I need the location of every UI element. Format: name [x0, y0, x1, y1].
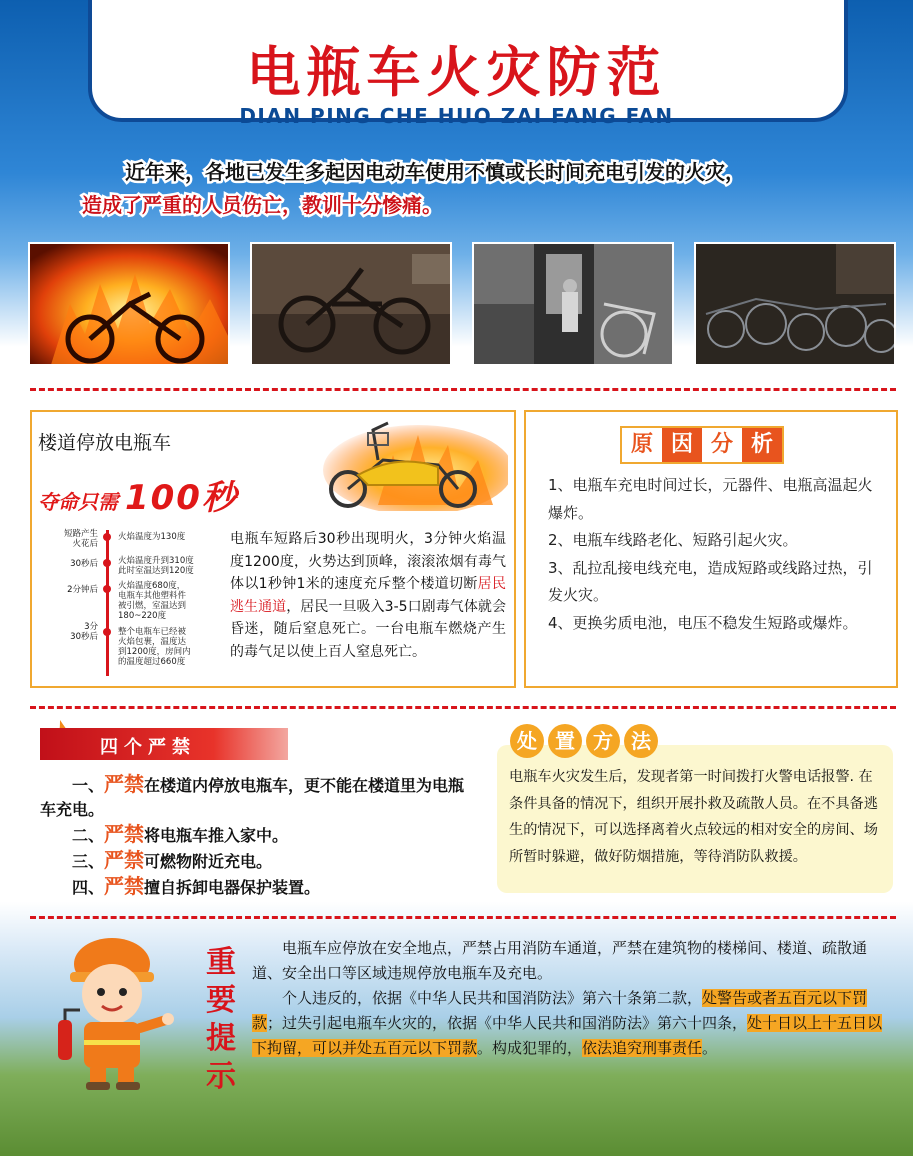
timeline-dot — [103, 559, 111, 567]
timeline-dot — [103, 585, 111, 593]
title-char: 法 — [624, 724, 658, 758]
photo-burnt-corridor — [472, 242, 674, 366]
ban-number: 三、 — [72, 852, 105, 871]
ban-item — [40, 848, 470, 874]
timeline-time: 3分 30秒后 — [70, 622, 98, 642]
timeline-time: 30秒后 — [70, 559, 98, 569]
firefighter-mascot — [40, 932, 180, 1092]
page-title: 电瓶车火灾防范 — [246, 41, 667, 104]
section-divider — [30, 916, 896, 919]
page-subtitle-pinyin: DIAN PING CHE HUO ZAI FANG FAN — [239, 104, 674, 128]
penalty-highlight: 处警告或者五百元以下罚款 — [252, 989, 868, 1032]
slogan-prefix: 夺命只需 — [38, 490, 118, 514]
escape-route-highlight: 居民逃生通道 — [230, 576, 506, 615]
timeline-time: 2分钟后 — [67, 585, 98, 595]
ban-text: 在楼道内停放电瓶车，更不能在楼道里为电瓶车充电。 — [40, 776, 465, 819]
timeline-line — [106, 530, 109, 676]
important-tip-title: 重要提示 — [206, 945, 236, 1094]
ebike-fire-illustration — [298, 415, 508, 511]
penalty-paragraph — [252, 986, 892, 1061]
penalty-text: 。构成犯罪的， — [477, 1039, 583, 1057]
cause-item: 3、乱拉乱接电线充电，造成短路或线路过热，引发火灾。 — [548, 558, 873, 604]
ban-number: 四、 — [72, 878, 105, 897]
cause-analysis-title — [620, 426, 784, 464]
ban-text: 将电瓶车推入家中。 — [144, 826, 289, 845]
description-text: ，居民一旦吸入3-5口剧毒气体就会昏迷，随后窒息死亡。一台电瓶车燃烧产生的毒气足以使上百人窒息死亡。 — [230, 598, 506, 660]
cause-item: 2、电瓶车线路老化、短路引起火灾。 — [548, 531, 798, 549]
description-text: 电瓶车短路后30秒出现明火，3分钟火焰温度1200度，火势达到顶峰，滚滚浓烟有毒气体以1秒钟1米的速度充斥整个楼道切断 — [230, 531, 506, 593]
four-bans-list — [40, 772, 470, 900]
penalty-text: 个人违反的，依据《中华人民共和国消防法》第六十条第二款， — [282, 989, 703, 1007]
ban-keyword: 严禁 — [104, 772, 145, 796]
four-bans-title: 四个严禁 — [100, 737, 196, 758]
title-char: 处 — [510, 724, 544, 758]
disposal-text: 电瓶车火灾发生后，发现者第一时间拨打火警电话报警. 在条件具备的情况下，组织开展扑救及疏散人员。在不具备逃生的情况下，可以选择离着火点较远的相对安全的房间、场所暂时躲避，做好防烟措施，等待消防队救援。 — [509, 769, 878, 865]
penalty-highlight: 处十日以上十五日以下拘留，可以并处五百元以下罚款 — [252, 1014, 883, 1057]
timeline-text: 火焰温度为130度 — [118, 532, 186, 542]
cause-list — [548, 472, 884, 637]
section-divider — [30, 706, 896, 709]
ban-text: 可燃物附近充电。 — [144, 852, 273, 871]
photo-burning-bike — [28, 242, 230, 366]
timeline-text: 整个电瓶车已经被 火焰包裹，温度达 到1200度，房间内 的温度超过660度 — [118, 627, 191, 667]
penalty-text: ；过失引起电瓶车火灾的，依据《中华人民共和国消防法》第六十四条， — [267, 1014, 748, 1032]
title-char: 方 — [586, 724, 620, 758]
slogan-number: 100秒 — [124, 478, 238, 518]
timeline-dot — [103, 628, 111, 636]
title-char: 原 — [622, 428, 662, 462]
timeline-text: 火焰温度680度， 电瓶车其他塑料件 被引燃，室温达到 180~220度 — [118, 581, 187, 621]
corridor-fire-description — [230, 528, 506, 664]
section-divider — [30, 388, 896, 391]
ban-number: 一、 — [72, 776, 105, 795]
cause-item: 1、电瓶车充电时间过长，元器件、电瓶高温起火爆炸。 — [548, 476, 873, 522]
intro-line-1: 近年来，各地已发生多起因电动车使用不慎或长时间充电引发的火灾， — [125, 160, 745, 184]
ban-item — [40, 822, 470, 848]
title-char: 置 — [548, 724, 582, 758]
penalty-text: 。 — [702, 1039, 718, 1057]
parking-rule-paragraph: 电瓶车应停放在安全地点，严禁占用消防车通道，严禁在建筑物的楼梯间、楼道、疏散通道、安全出口等区域违规停放电瓶车及充电。 — [252, 939, 868, 982]
timeline-text: 火焰温度升到310度 此时室温达到120度 — [118, 556, 194, 576]
timeline-dot — [103, 533, 111, 541]
ban-item — [40, 772, 470, 822]
cause-item: 4、更换劣质电池，电压不稳发生短路或爆炸。 — [548, 613, 858, 632]
penalty-highlight: 依法追究刑事责任 — [582, 1039, 703, 1057]
deadly-100-seconds-slogan — [38, 470, 238, 519]
disposal-title — [510, 724, 658, 758]
ban-keyword: 严禁 — [104, 848, 145, 872]
photo-burnt-bikes-pile — [694, 242, 896, 366]
photo-burnt-bike-frame — [250, 242, 452, 366]
ban-keyword: 严禁 — [104, 822, 145, 846]
corridor-parking-title: 楼道停放电瓶车 — [38, 432, 172, 454]
intro-line-2: 造成了严重的人员伤亡，教训十分惨痛。 — [82, 193, 442, 217]
ban-item — [40, 874, 470, 900]
ban-number: 二、 — [72, 826, 105, 845]
title-char: 析 — [742, 428, 782, 462]
title-char: 因 — [662, 428, 702, 462]
ban-keyword: 严禁 — [104, 874, 145, 898]
ban-text: 擅自拆卸电器保护装置。 — [144, 878, 321, 897]
timeline-time: 短路产生 火花后 — [63, 529, 98, 549]
title-char: 分 — [702, 428, 742, 462]
